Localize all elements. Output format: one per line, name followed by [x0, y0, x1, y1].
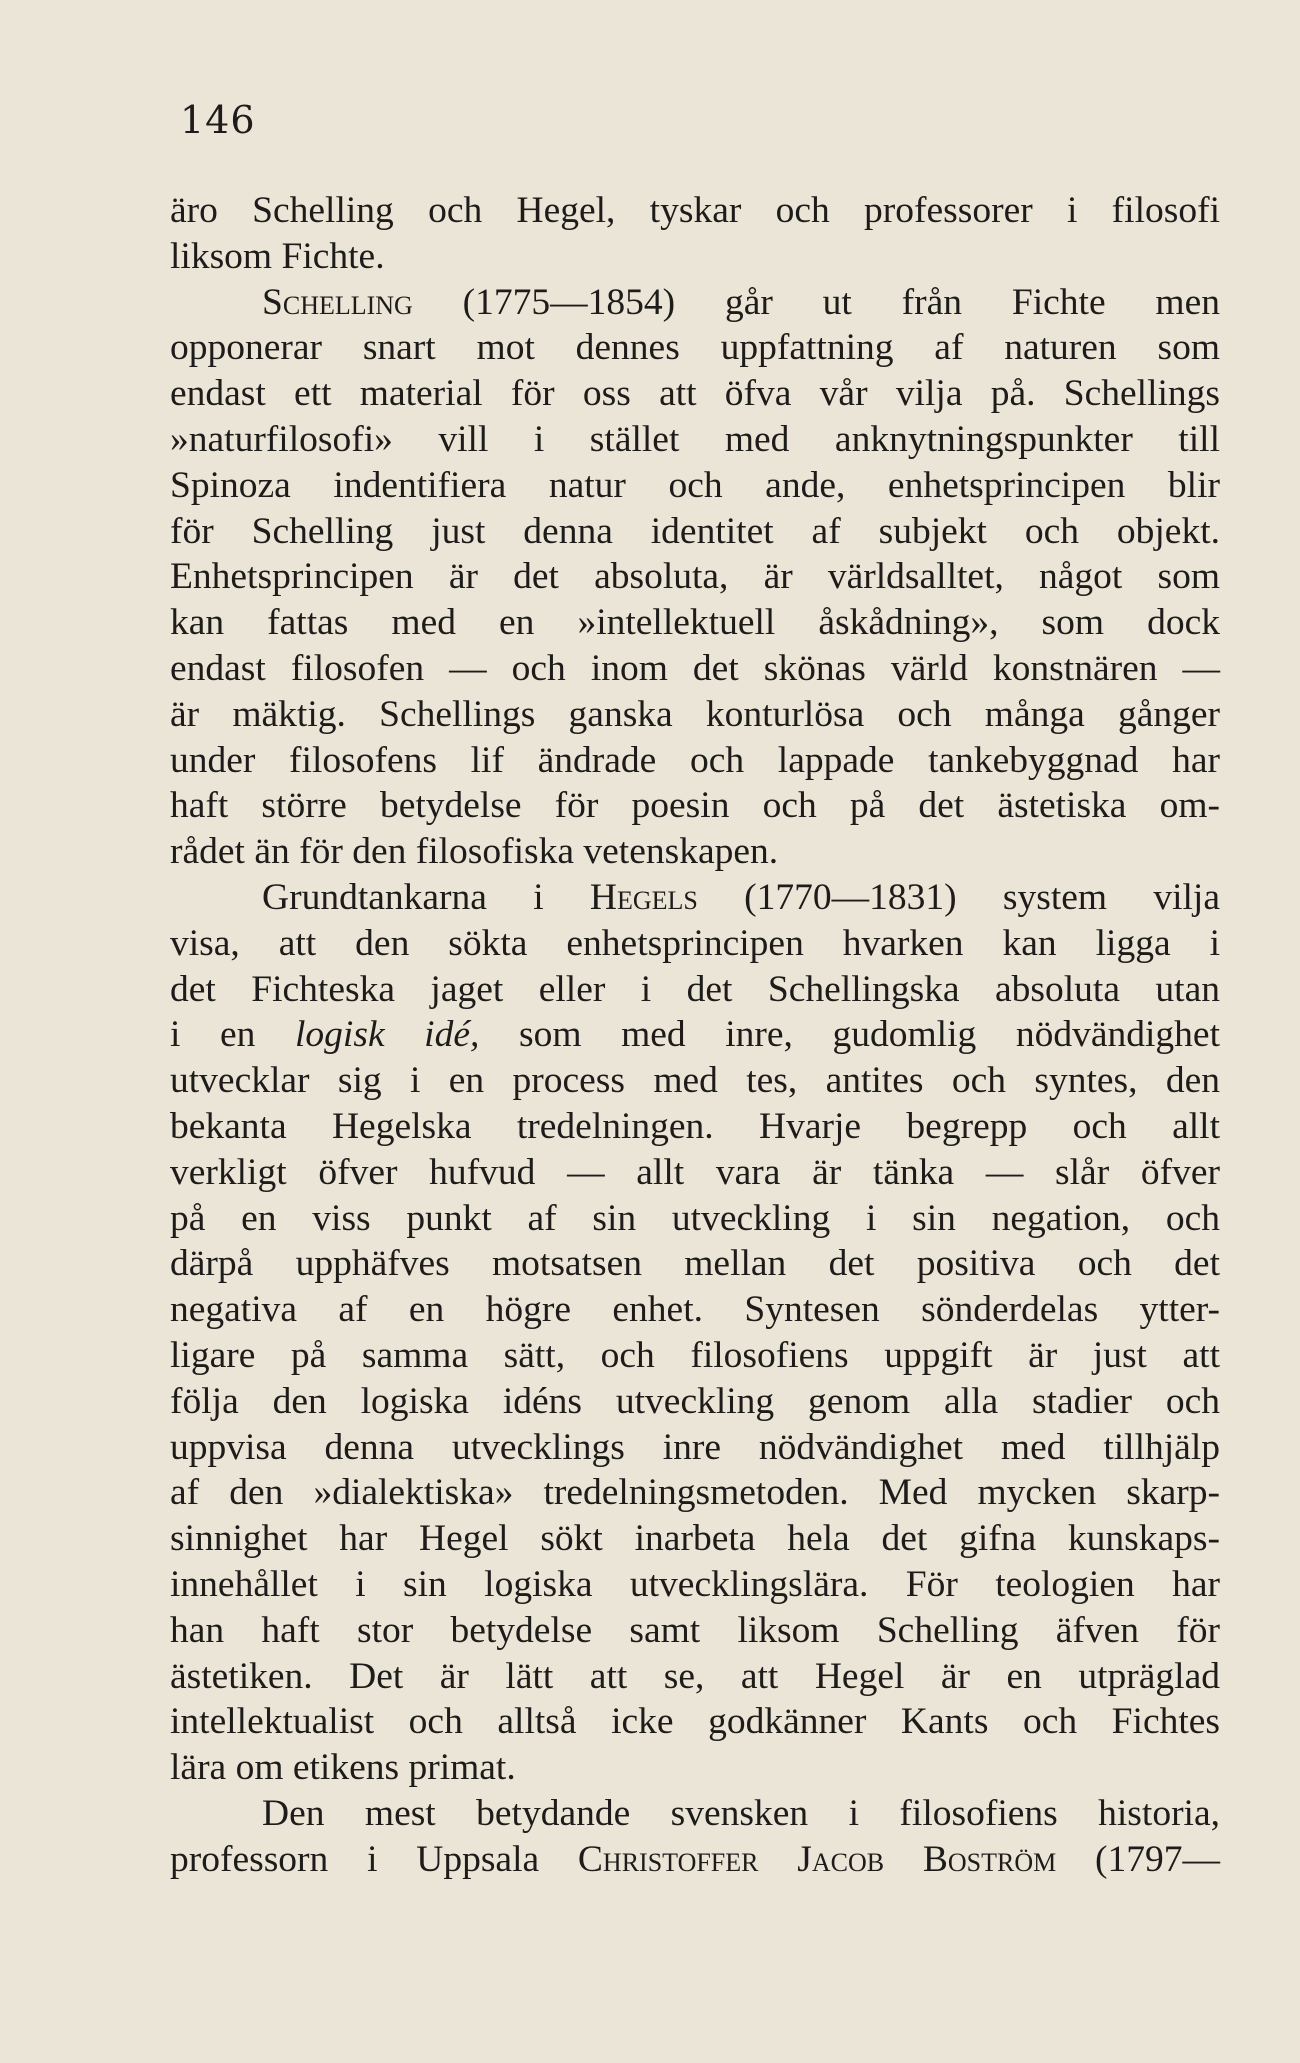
text-line: Grundtankarna i Hegels (1770—1831) system vilja: [262, 876, 1220, 918]
text-line: endast ett material för oss att öfva vår vilja på. Schellings: [170, 373, 1220, 415]
name-bostrom: Christoffer Jacob Boström: [577, 1838, 1057, 1880]
text-line: han haft stor betydelse samt liksom Schelling äfven för: [170, 1609, 1220, 1651]
text-line: därpå upphäfves motsatsen mellan det positiva och det: [170, 1243, 1220, 1285]
italic-term: logisk idé,: [295, 1014, 480, 1056]
text-line: intellektualist och alltså icke godkänner Kants och Fichtes: [170, 1701, 1220, 1743]
text-line: uppvisa denna utvecklings inre nödvändighet med tillhjälp: [170, 1426, 1220, 1468]
text-line: visa, att den sökta enhetsprincipen hvarken kan ligga i: [170, 922, 1220, 964]
text-line: af den »dialektiska» tredelningsmetoden. Med mycken skarp-: [170, 1472, 1220, 1514]
text-line: Den mest betydande svensken i filosofiens historia,: [262, 1792, 1220, 1834]
text-line: sinnighet har Hegel sökt inarbeta hela det gifna kunskaps-: [170, 1518, 1220, 1560]
text-line: i en logisk idé, som med inre, gudomlig nödvändighet: [170, 1014, 1220, 1056]
text-line: rådet än för den filosofiska vetenskapen.: [170, 831, 779, 873]
text-line: utvecklar sig i en process med tes, antites och syntes, den: [170, 1060, 1220, 1102]
text-line: haft större betydelse för poesin och på det ästetiska om-: [170, 785, 1220, 827]
text-line: opponerar snart mot dennes uppfattning af naturen som: [170, 327, 1220, 369]
body-text: [170, 188, 1220, 1882]
text-line: »naturfilosofi» vill i stället med anknytningspunkter till: [170, 418, 1220, 460]
text-line: följa den logiska idéns utveckling genom alla stadier och: [170, 1380, 1220, 1422]
text-line: äro Schelling och Hegel, tyskar och professorer i filosofi: [170, 190, 1220, 231]
text-line: Schelling (1775—1854) går ut från Fichte men: [262, 281, 1220, 323]
text-line: Enhetsprincipen är det absoluta, är världsalltet, något som: [170, 556, 1220, 598]
text-line: bekanta Hegelska tredelningen. Hvarje begrepp och allt: [170, 1105, 1220, 1147]
text-line: negativa af en högre enhet. Syntesen sönderdelas ytter-: [170, 1289, 1220, 1331]
text-line: på en viss punkt af sin utveckling i sin negation, och: [170, 1197, 1220, 1239]
text-line: Spinoza indentifiera natur och ande, enhetsprincipen blir: [170, 464, 1220, 506]
text-line: är mäktig. Schellings ganska konturlösa och många gånger: [170, 693, 1220, 735]
text-line: under filosofens lif ändrade och lappade tankebyggnad har: [170, 739, 1220, 781]
text-line: professorn i Uppsala Christoffer Jacob Boström (1797—: [170, 1838, 1220, 1880]
text-line: liksom Fichte.: [170, 235, 385, 277]
page-number: 146: [180, 98, 256, 142]
name-hegel: Hegels: [589, 876, 698, 918]
text-line: innehållet i sin logiska utvecklingslära. För teologien har: [170, 1563, 1220, 1605]
text-line: verkligt öfver hufvud — allt vara är tänka — slår öfver: [170, 1151, 1220, 1193]
text-line: ästetiken. Det är lätt att se, att Hegel är en utpräglad: [170, 1655, 1220, 1697]
text-line: endast filosofen — och inom det skönas värld konstnären —: [170, 647, 1220, 689]
text-line: för Schelling just denna identitet af subjekt och objekt.: [170, 510, 1220, 552]
text-line: ligare på samma sätt, och filosofiens uppgift är just att: [170, 1334, 1220, 1376]
text-line: lära om etikens primat.: [170, 1747, 516, 1789]
text-line: kan fattas med en »intellektuell åskådning», som dock: [170, 602, 1220, 644]
name-schelling: Schelling: [262, 281, 413, 323]
text-line: det Fichteska jaget eller i det Schellingska absoluta utan: [170, 968, 1220, 1010]
